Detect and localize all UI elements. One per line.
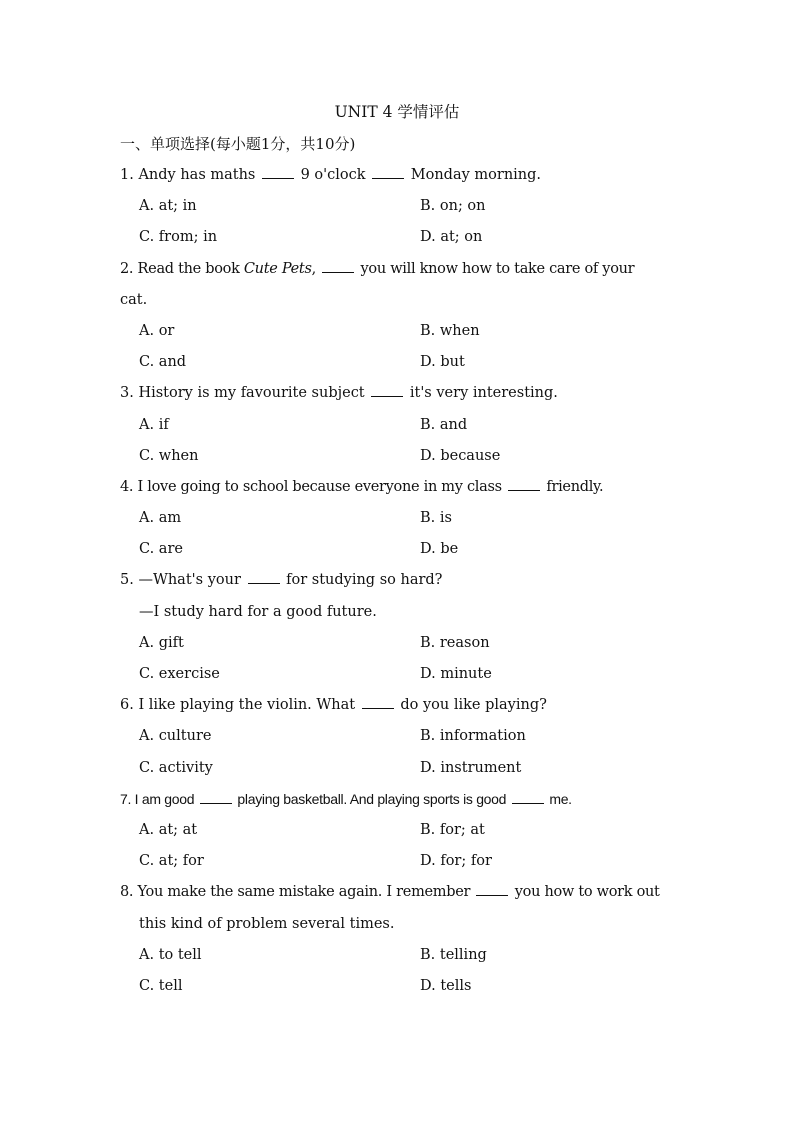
question-text: me.: [549, 790, 572, 807]
option-b: B. on; on: [420, 198, 486, 215]
option-d: D. minute: [420, 666, 492, 682]
question-text: 9 o'clock: [300, 167, 366, 183]
question-7: [120, 787, 680, 818]
question-text: ,: [311, 260, 316, 277]
option-b: B. telling: [420, 946, 487, 963]
answer-blank: [508, 477, 540, 491]
option-a: A. culture: [139, 728, 212, 745]
question-text: you how to work out: [514, 884, 660, 901]
question-5-reply: [120, 600, 680, 631]
page-title: UNIT 4 学情评估: [334, 103, 460, 121]
options-row: [120, 194, 680, 225]
question-6: [120, 693, 680, 724]
question-text: 1. Andy has maths: [120, 167, 256, 183]
question-text: friendly.: [546, 478, 604, 495]
question-2-continued: [120, 288, 680, 319]
option-b: B. is: [420, 510, 452, 527]
options-row: [120, 974, 680, 1005]
option-a: A. to tell: [139, 946, 202, 963]
option-b: B. for; at: [420, 821, 485, 838]
question-text: this kind of problem several times.: [139, 915, 395, 932]
question-text: 8. You make the same mistake again. I remember: [120, 884, 471, 901]
section-heading: 一、单项选择(每小题1分，共10分): [120, 135, 356, 153]
option-a: A. am: [139, 510, 182, 527]
option-b: B. and: [420, 416, 468, 433]
option-d: D. for; for: [420, 853, 492, 870]
option-c: C. and: [139, 354, 187, 371]
option-c: C. tell: [139, 977, 183, 994]
question-8-continued: [120, 912, 680, 943]
option-c: C. at; for: [139, 853, 204, 870]
options-row: [120, 849, 680, 880]
options-row: [120, 350, 680, 381]
options-row: [120, 225, 680, 256]
answer-blank: [476, 882, 508, 896]
options-row: [120, 537, 680, 568]
option-b: B. when: [420, 322, 480, 339]
answer-blank: [262, 165, 294, 179]
question-text: it's very interesting.: [409, 385, 558, 402]
option-c: C. activity: [139, 759, 213, 776]
options-row: [120, 319, 680, 350]
options-row: [120, 413, 680, 444]
option-b: B. information: [420, 728, 526, 745]
option-c: C. when: [139, 447, 199, 464]
answer-blank: [512, 790, 544, 804]
question-list: [120, 163, 680, 1005]
options-row: [120, 662, 680, 693]
question-3: [120, 381, 680, 412]
options-row: [120, 631, 680, 662]
answer-blank: [372, 165, 404, 179]
option-d: D. be: [420, 541, 459, 558]
option-a: A. gift: [139, 634, 184, 651]
option-d: D. because: [420, 447, 501, 464]
book-title: Cute Pets: [243, 260, 312, 277]
question-8: [120, 880, 680, 911]
question-2: [120, 257, 680, 288]
question-text: 5. —What's your: [120, 572, 241, 589]
answer-blank: [200, 790, 232, 804]
question-5: [120, 568, 680, 599]
question-text: you will know how to take care of your: [360, 260, 635, 277]
options-row: [120, 724, 680, 755]
question-text: —I study hard for a good future.: [139, 603, 377, 620]
option-a: A. or: [139, 322, 175, 339]
option-a: A. at; in: [139, 198, 197, 215]
option-c: C. are: [139, 541, 183, 558]
options-row: [120, 444, 680, 475]
question-text: Monday morning.: [410, 167, 542, 183]
answer-blank: [248, 570, 280, 584]
question-text: 4. I love going to school because everyone in my class: [120, 478, 502, 495]
question-text: do you like playing?: [400, 697, 547, 714]
question-text: 2. Read the book: [120, 260, 240, 277]
answer-blank: [322, 259, 354, 273]
options-row: [120, 943, 680, 974]
question-1: [120, 163, 680, 194]
question-text: playing basketball. And playing sports is good: [237, 790, 507, 807]
answer-blank: [362, 695, 394, 709]
option-c: C. from; in: [139, 229, 218, 246]
question-text: for studying so hard?: [286, 572, 443, 589]
option-d: D. instrument: [420, 759, 522, 776]
answer-blank: [371, 383, 403, 397]
option-a: A. if: [139, 416, 169, 433]
question-text: cat.: [120, 291, 148, 308]
option-d: D. tells: [420, 977, 472, 994]
options-row: [120, 756, 680, 787]
option-d: D. but: [420, 354, 465, 371]
option-c: C. exercise: [139, 666, 220, 682]
option-d: D. at; on: [420, 229, 483, 246]
question-text: 7. I am good: [120, 790, 195, 807]
options-row: [120, 818, 680, 849]
question-4: [120, 475, 680, 506]
option-b: B. reason: [420, 634, 490, 651]
option-a: A. at; at: [139, 821, 198, 838]
question-text: 3. History is my favourite subject: [120, 385, 365, 402]
options-row: [120, 506, 680, 537]
question-text: 6. I like playing the violin. What: [120, 697, 356, 714]
